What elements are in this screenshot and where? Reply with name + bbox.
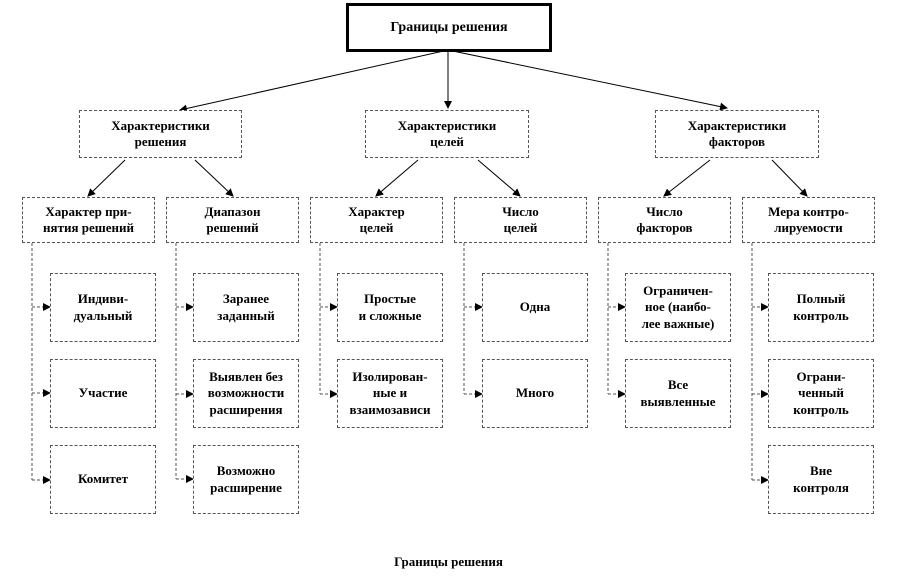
subcategory-label: Характер при- нятия решений: [43, 203, 134, 235]
leaf-label: Вне контроля: [793, 463, 849, 495]
subcategory-label: Характер целей: [348, 203, 405, 235]
leaf-label: Полный контроль: [793, 291, 849, 323]
category-node-goals: [365, 110, 529, 158]
subcategory-label: Диапазон решений: [204, 203, 261, 235]
subcategory-label: Мера контро- лируемости: [768, 203, 849, 235]
leaf-label: Изолирован- ные и взаимозависи: [349, 369, 431, 417]
category-node-factors: [655, 110, 819, 158]
figure-caption: Границы решения: [394, 554, 503, 569]
category-node-decision: [79, 110, 242, 158]
leaf-node: [337, 359, 443, 428]
subcategory-node: [454, 197, 587, 243]
category-label: Характеристики целей: [397, 117, 497, 149]
leaf-node: [50, 445, 156, 514]
leaf-label: Заранее заданный: [217, 291, 275, 323]
root-node: [346, 3, 552, 52]
leaf-node: [768, 445, 874, 514]
subcategory-node: [742, 197, 875, 243]
leaf-label: Индиви- дуальный: [73, 291, 133, 323]
subcategory-node: [22, 197, 155, 243]
leaf-node: [50, 273, 156, 342]
leaf-node: [768, 359, 874, 428]
subcategory-node: [598, 197, 731, 243]
category-label: Характеристики факторов: [687, 117, 787, 149]
category-label: Характеристики решения: [111, 117, 210, 149]
leaf-label: Выявлен без возможности расширения: [207, 369, 285, 417]
leaf-label: Простые и сложные: [358, 291, 422, 323]
root-label: Границы решения: [390, 19, 508, 35]
leaf-node: [193, 273, 299, 342]
leaf-label: Много: [515, 385, 555, 401]
leaf-label: Возможно расширение: [210, 463, 282, 495]
leaf-label: Одна: [519, 299, 551, 315]
leaf-node: [482, 273, 588, 342]
leaf-node: [50, 359, 156, 428]
leaf-label: Комитет: [78, 471, 128, 487]
leaf-node: [193, 445, 299, 514]
leaf-label: Участие: [78, 385, 128, 401]
leaf-node: [482, 359, 588, 428]
leaf-node: [768, 273, 874, 342]
subcategory-node: [310, 197, 443, 243]
leaf-label: Ограничен- ное (наибо- лее важные): [641, 283, 715, 331]
leaf-node: [625, 273, 731, 342]
leaf-node: [193, 359, 299, 428]
leaf-node: [625, 359, 731, 428]
leaf-label: Все выявленные: [640, 377, 716, 409]
leaf-label: Ограни- ченный контроль: [793, 369, 849, 417]
subcategory-label: Число целей: [502, 203, 539, 235]
leaf-node: [337, 273, 443, 342]
subcategory-node: [166, 197, 299, 243]
subcategory-label: Число факторов: [636, 203, 693, 235]
